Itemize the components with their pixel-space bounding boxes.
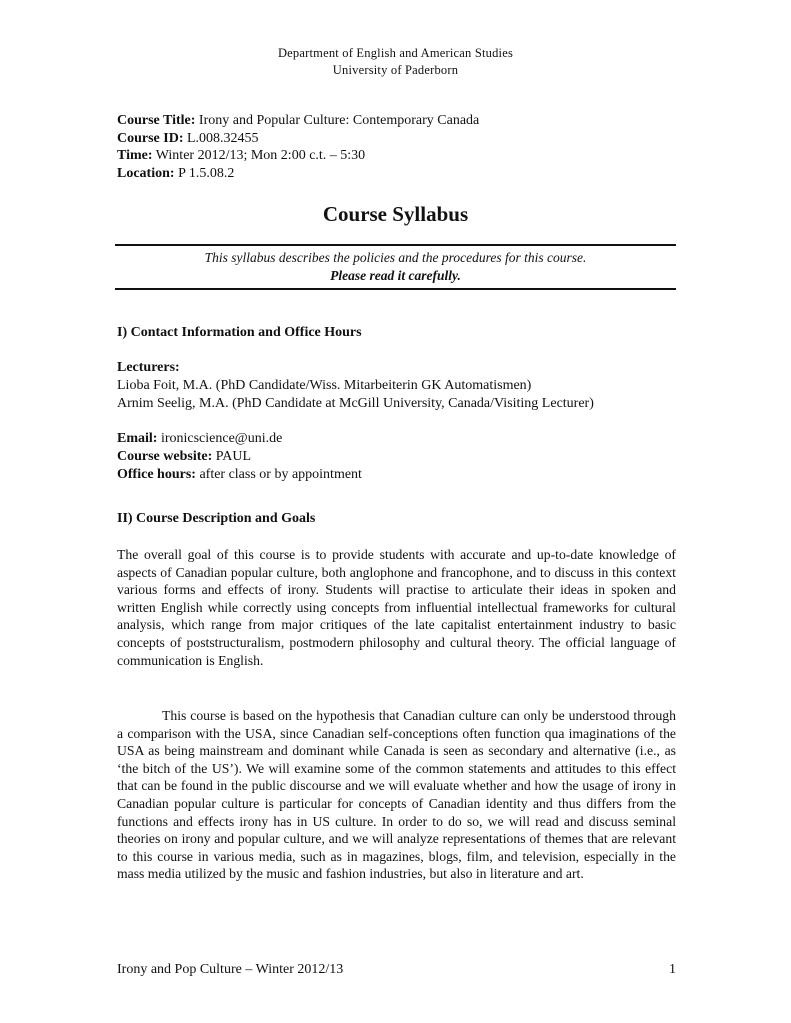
syllabus-notice (115, 244, 676, 290)
department-name: Department of English and American Studies (277, 46, 514, 60)
office-hours-row (117, 466, 677, 484)
course-id-row (117, 130, 677, 148)
section-heading-contact: I) Contact Information and Office Hours (117, 325, 362, 340)
course-time-row (117, 147, 677, 165)
lecturer-2: Arnim Seelig, M.A. (PhD Candidate at McGill University, Canada/Visiting Lecturer) (117, 395, 594, 411)
course-id-label: Course ID: (117, 130, 184, 146)
course-title-label: Course Title: (117, 113, 196, 128)
email-label: Email: (117, 431, 158, 446)
website-label: Course website: (117, 448, 213, 464)
office-hours-value: after class or by appointment (199, 466, 362, 482)
email-row (117, 430, 677, 448)
website-row (117, 448, 677, 466)
email-value: ironicscience@uni.de (160, 431, 283, 446)
office-hours-label: Office hours: (117, 466, 196, 482)
notice-line-1: This syllabus describes the policies and the procedures for this course. (204, 250, 587, 265)
page-header (0, 45, 791, 79)
section-heading-description: II) Course Description and Goals (117, 511, 316, 526)
course-location-row (117, 165, 677, 183)
course-location-label: Location: (117, 165, 175, 181)
page-footer-title: Irony and Pop Culture – Winter 2012/13 (117, 962, 344, 977)
document-title: Course Syllabus (322, 202, 469, 226)
website-value: PAUL (215, 448, 252, 464)
contact-block (117, 430, 677, 483)
page-number: 1 (669, 962, 676, 977)
course-title-value: Irony and Popular Culture: Contemporary Canada (198, 113, 480, 128)
description-paragraph-2: This course is based on the hypothesis that Canadian culture can only be understood through a comparison with the USA, since Canadian self-conceptions often function qua imaginations of the USA as being mainstream and dominant while Canada is seen as secondary and alternative (i.e., as ‘the bitch of the US’). We will examine some of the common statements and attitudes to this effect that can be found in the public discourse and we will evaluate whether and how the usage of irony in Canadian popular culture is particular for concepts of Canadian identity and thus differs from the functions and effects irony has in US culture. In order to do so, we will read and discuss seminal theories on irony and popular culture, and we will analyze representations of themes that are relevant to this course in various media, such as in magazines, blogs, film, and television, especially in the mass media utilized by the music and fashion industries, but also in literature and art. (117, 708, 676, 882)
course-time-value: Winter 2012/13; Mon 2:00 c.t. – 5:30 (155, 148, 366, 163)
university-name: University of Paderborn (332, 63, 459, 77)
notice-line-2: Please read it carefully. (330, 267, 461, 283)
course-location-value: P 1.5.08.2 (178, 165, 235, 181)
lecturer-1: Lioba Foit, M.A. (PhD Candidate/Wiss. Mitarbeiterin GK Automatismen) (117, 377, 532, 393)
course-time-label: Time: (117, 148, 153, 163)
course-title-row (117, 112, 677, 130)
description-paragraph-1: The overall goal of this course is to provide students with accurate and up-to-date knowledge of aspects of Canadian popular culture, both anglophone and francophone, and to discuss in this context various forms and effects of irony. Students will practise to articulate their ideas in spoken and written English while correctly using concepts from influential intellectual frameworks for cultural analysis, which range from major critiques of the late capitalist entertainment industry to basic concepts of poststructuralism, postmodern philosophy and cultural theory. The official language of communication is English. (117, 547, 676, 668)
course-info (117, 112, 677, 182)
course-id-value: L.008.32455 (187, 130, 259, 146)
lecturers-block (117, 359, 677, 412)
lecturers-label: Lecturers: (117, 360, 180, 375)
